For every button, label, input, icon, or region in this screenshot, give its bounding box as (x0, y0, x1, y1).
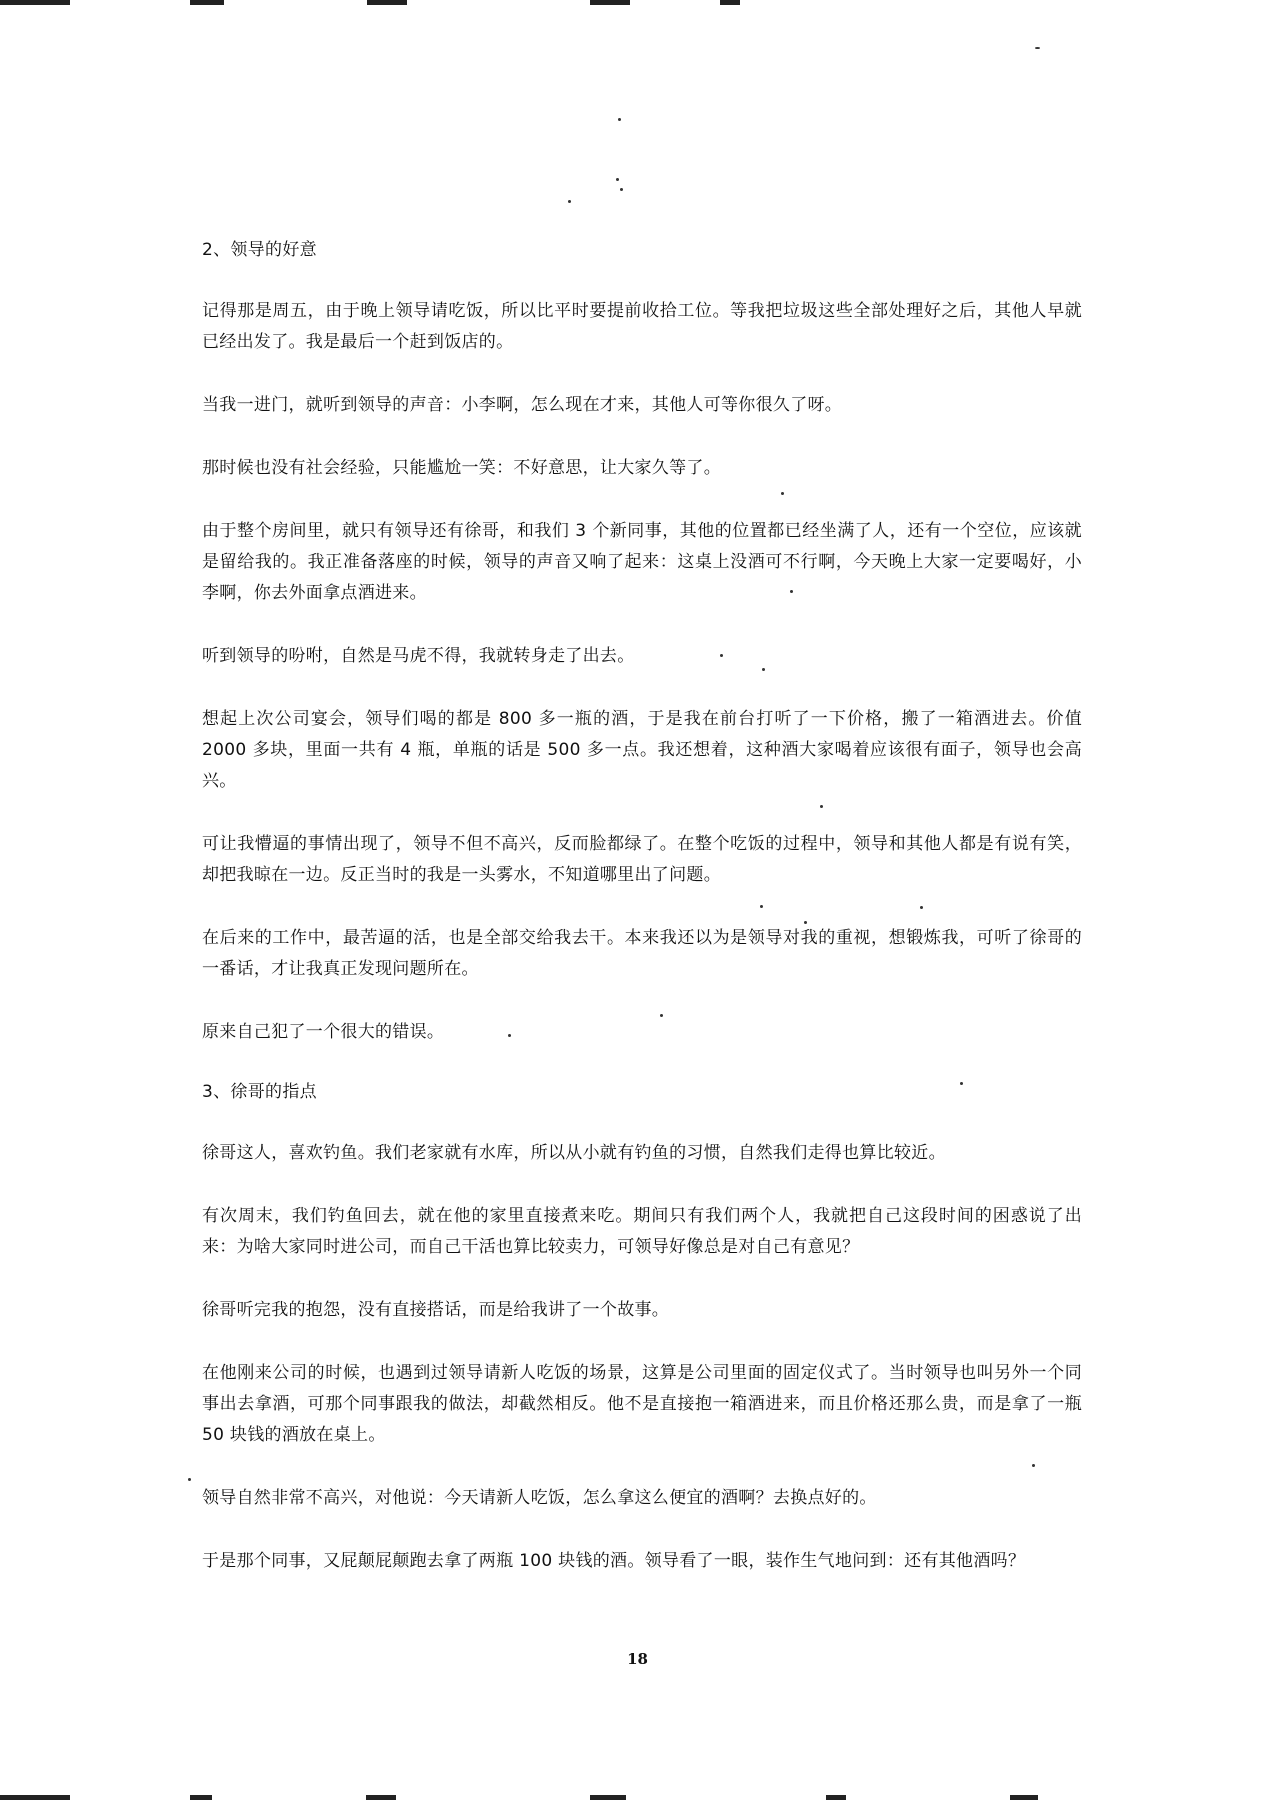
scan-speck (618, 118, 621, 121)
scan-speck (188, 1478, 191, 1481)
scan-speck (820, 805, 823, 808)
scan-mark (720, 0, 740, 5)
scan-mark (366, 1795, 396, 1800)
scan-speck (781, 492, 784, 495)
paragraph: 于是那个同事，又屁颠屁颠跑去拿了两瓶 100 块钱的酒。领导看了一眼，装作生气地问到：还有其他酒吗？ (202, 1551, 1026, 1571)
paragraph: 在后来的工作中，最苦逼的活，也是全部交给我去干。本来我还以为是领导对我的重视，想锻炼我，可听了徐哥的一番话，才让我真正发现问题所在。 (202, 928, 1082, 979)
paragraph: 领导自然非常不高兴，对他说：今天请新人吃饭，怎么拿这么便宜的酒啊？去换点好的。 (202, 1488, 877, 1508)
section-leader-kindness (202, 236, 1082, 1048)
scan-speck (620, 188, 623, 191)
scan-mark (190, 0, 224, 5)
scan-speck (960, 1082, 963, 1085)
scan-speck (804, 921, 807, 924)
scan-mark (190, 1795, 212, 1800)
scan-speck (1035, 47, 1040, 49)
paragraph: 徐哥听完我的抱怨，没有直接搭话，而是给我讲了一个故事。 (202, 1300, 670, 1320)
scan-speck (568, 200, 571, 203)
scan-speck (760, 905, 763, 908)
scan-speck (762, 668, 765, 671)
scan-speck (660, 1014, 663, 1017)
scan-speck (508, 1034, 511, 1037)
scan-speck (616, 178, 619, 181)
paragraph: 记得那是周五，由于晚上领导请吃饭，所以比平时要提前收拾工位。等我把垃圾这些全部处理好之后，其他人早就已经出发了。我是最后一个赶到饭店的。 (202, 301, 1082, 352)
paragraph: 当我一进门，就听到领导的声音：小李啊，怎么现在才来，其他人可等你很久了呀。 (202, 395, 843, 415)
paragraph: 由于整个房间里，就只有领导还有徐哥，和我们 3 个新同事，其他的位置都已经坐满了人，还有一个空位，应该就是留给我的。我正准备落座的时候，领导的声音又响了起来：这桌上没酒可不行啊，今天晚上大家一定要喝好，小李啊，你去外面拿点酒进来。 (202, 521, 1082, 603)
section-xu-advice (202, 1078, 1082, 1577)
page-number: 18 (627, 1650, 648, 1668)
scan-bottom-edge (0, 1792, 1275, 1800)
section-heading: 3、徐哥的指点 (202, 1082, 317, 1102)
scan-speck (720, 654, 723, 657)
paragraph: 徐哥这人，喜欢钓鱼。我们老家就有水库，所以从小就有钓鱼的习惯，自然我们走得也算比较近。 (202, 1143, 946, 1163)
scan-mark (590, 0, 630, 5)
document-body (202, 236, 1082, 1609)
scan-mark (1010, 1795, 1038, 1800)
scan-top-edge (0, 0, 1275, 8)
scan-mark (0, 0, 70, 5)
scan-mark (367, 0, 407, 5)
paragraph: 有次周末，我们钓鱼回去，就在他的家里直接煮来吃。期间只有我们两个人，我就把自己这段时间的困惑说了出来：为啥大家同时进公司，而自己干活也算比较卖力，可领导好像总是对自己有意见？ (202, 1206, 1082, 1257)
section-heading: 2、领导的好意 (202, 240, 317, 260)
paragraph: 在他刚来公司的时候，也遇到过领导请新人吃饭的场景，这算是公司里面的固定仪式了。当时领导也叫另外一个同事出去拿酒，可那个同事跟我的做法，却截然相反。他不是直接抱一箱酒进来，而且价格还那么贵，而是拿了一瓶 50 块钱的酒放在桌上。 (202, 1363, 1082, 1445)
scan-mark (0, 1795, 70, 1800)
paragraph: 可让我懵逼的事情出现了，领导不但不高兴，反而脸都绿了。在整个吃饭的过程中，领导和其他人都是有说有笑，却把我晾在一边。反正当时的我是一头雾水，不知道哪里出了问题。 (202, 834, 1082, 885)
scan-mark (826, 1795, 846, 1800)
paragraph: 原来自己犯了一个很大的错误。 (202, 1022, 445, 1042)
scan-speck (1032, 1464, 1035, 1467)
scan-speck (920, 906, 923, 909)
scan-speck (790, 590, 793, 593)
paragraph: 想起上次公司宴会，领导们喝的都是 800 多一瓶的酒，于是我在前台打听了一下价格，搬了一箱酒进去。价值 2000 多块，里面一共有 4 瓶，单瓶的话是 500 多一点。我还想着，这种酒大家喝着应该很有面子，领导也会高兴。 (202, 709, 1082, 791)
paragraph: 听到领导的吩咐，自然是马虎不得，我就转身走了出去。 (202, 646, 635, 666)
paragraph: 那时候也没有社会经验，只能尴尬一笑：不好意思，让大家久等了。 (202, 458, 721, 478)
scan-mark (590, 1795, 626, 1800)
